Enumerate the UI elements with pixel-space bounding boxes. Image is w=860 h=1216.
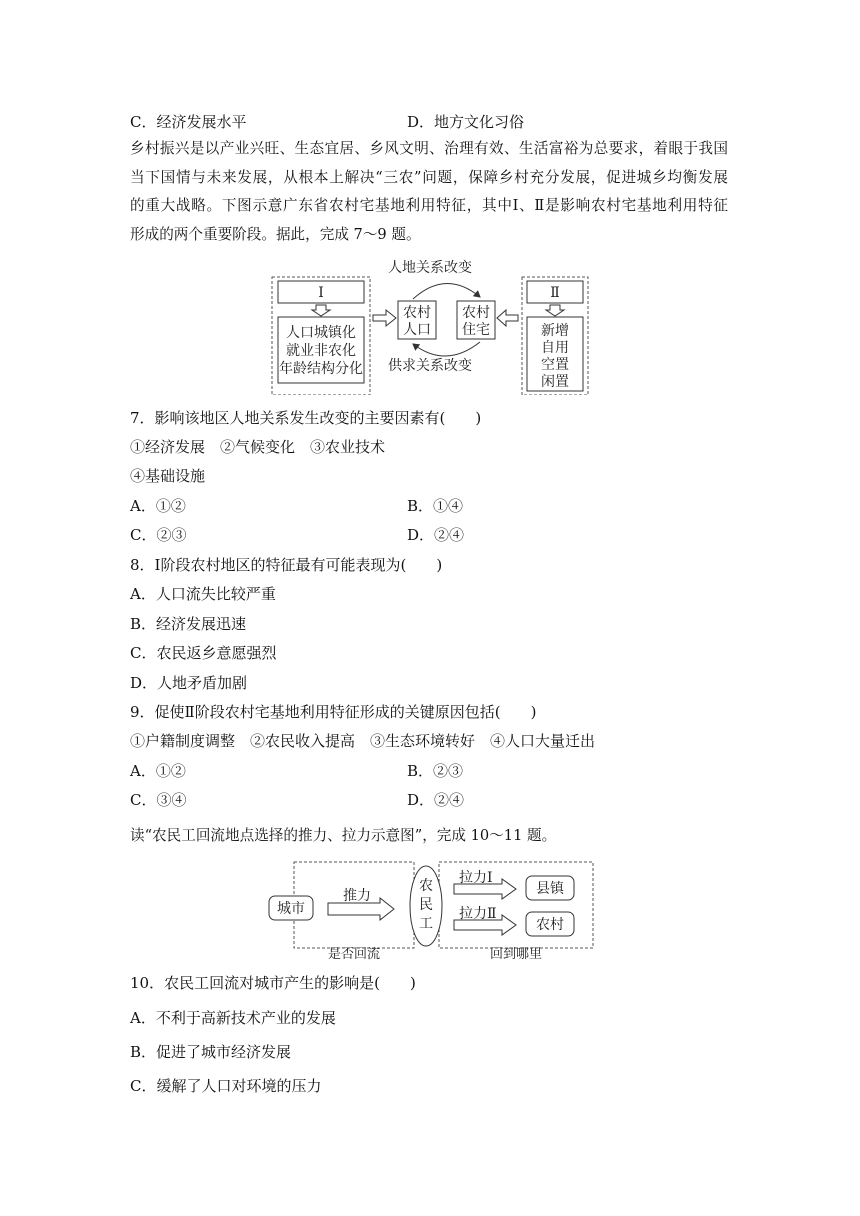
q8-option-a: A．人口流失比较严重 bbox=[130, 585, 276, 603]
rural-housing-text: 农村 bbox=[462, 305, 490, 321]
question-7: 7．影响该地区人地关系发生改变的主要因素有( ) bbox=[130, 409, 482, 427]
rural-population-text: 人口 bbox=[403, 322, 431, 338]
stage2-item: 新增 bbox=[541, 323, 569, 339]
intro-paragraph-line-3: 的重大战略。下图示意广东省农村宅基地利用特征，其中Ⅰ、Ⅱ是影响农村宅基地利用特征 bbox=[130, 197, 728, 214]
q9-option-d: D．②④ bbox=[407, 791, 465, 809]
bottom-label: 供求关系改变 bbox=[388, 358, 472, 374]
question-10: 10．农民工回流对城市产生的影响是( ) bbox=[130, 974, 416, 992]
q7-statements-2: ④基础设施 bbox=[130, 467, 206, 485]
intro-paragraph-2: 读“农民工回流地点选择的推力、拉力示意图”，完成 10～11 题。 bbox=[130, 827, 557, 844]
city-label: 城市 bbox=[277, 901, 305, 917]
stage1-item: 年龄结构分化 bbox=[279, 361, 363, 377]
stage1-item: 就业非农化 bbox=[286, 343, 356, 359]
q10-option-a: A．不利于高新技术产业的发展 bbox=[130, 1009, 336, 1027]
q7-option-c: C．②③ bbox=[130, 526, 187, 544]
village-label: 农村 bbox=[536, 917, 564, 933]
intro-paragraph-line-4: 形成的两个重要阶段。据此，完成 7～9 题。 bbox=[130, 226, 421, 243]
rural-population-text: 农村 bbox=[403, 305, 431, 321]
q9-option-b: B．②③ bbox=[407, 762, 464, 780]
q7-option-b: B．①④ bbox=[407, 497, 464, 515]
q8-option-b: B．经济发展迅速 bbox=[130, 615, 247, 633]
stage2-item: 闲置 bbox=[541, 374, 569, 390]
homestead-diagram bbox=[268, 255, 593, 395]
q9-statements: ①户籍制度调整 ②农民收入提高 ③生态环境转好 ④人口大量迁出 bbox=[130, 732, 596, 750]
right-caption: 回到哪里 bbox=[489, 947, 543, 960]
intro-paragraph-line-1: 乡村振兴是以产业兴旺、生态宜居、乡风文明、治理有效、生活富裕为总要求，着眼于我国 bbox=[130, 140, 728, 157]
top-label: 人地关系改变 bbox=[388, 260, 472, 276]
q9-option-c: C．③④ bbox=[130, 791, 187, 809]
intro-paragraph-line-2: 当下国情与未来发展，从根本上解决“三农”问题，保障乡村充分发展，促进城乡均衡发展 bbox=[130, 169, 728, 186]
q6-option-d: D．地方文化习俗 bbox=[407, 113, 525, 131]
workers-text: 工 bbox=[419, 916, 433, 932]
workers-text: 民 bbox=[419, 897, 433, 913]
pull-2-label: 拉力Ⅱ bbox=[459, 906, 497, 922]
question-8: 8．Ⅰ阶段农村地区的特征最有可能表现为( ) bbox=[130, 556, 443, 574]
stage1-label: Ⅰ bbox=[318, 285, 324, 301]
pull-1-label: 拉力Ⅰ bbox=[459, 870, 493, 886]
push-label: 推力 bbox=[343, 888, 371, 904]
workers-text: 农 bbox=[419, 878, 433, 894]
q8-option-c: C．农民返乡意愿强烈 bbox=[130, 644, 277, 662]
stage2-item: 空置 bbox=[541, 357, 569, 373]
q10-option-b: B．促进了城市经济发展 bbox=[130, 1043, 292, 1061]
q7-option-d: D．②④ bbox=[407, 526, 465, 544]
stage1-item: 人口城镇化 bbox=[286, 325, 356, 341]
question-9: 9．促使Ⅱ阶段农村宅基地利用特征形成的关键原因包括( ) bbox=[130, 703, 537, 721]
q7-statements-1: ①经济发展 ②气候变化 ③农业技术 bbox=[130, 438, 386, 456]
left-arrow-icon bbox=[497, 310, 518, 326]
q6-option-c: C．经济发展水平 bbox=[130, 113, 247, 131]
town-label: 县镇 bbox=[536, 881, 564, 897]
right-arrow-icon bbox=[373, 310, 396, 326]
q10-option-c: C．缓解了人口对环境的压力 bbox=[130, 1077, 322, 1095]
cycle-arrow-icon bbox=[413, 342, 480, 356]
q8-option-d: D．人地矛盾加剧 bbox=[130, 674, 248, 692]
migrant-worker-diagram bbox=[264, 856, 598, 960]
cycle-arrow-icon bbox=[413, 283, 480, 299]
q7-option-a: A．①② bbox=[130, 497, 186, 515]
rural-housing-text: 住宅 bbox=[462, 322, 490, 338]
left-caption: 是否回流 bbox=[327, 947, 381, 960]
stage2-item: 自用 bbox=[541, 340, 569, 356]
stage1-down-arrow-icon bbox=[312, 305, 330, 316]
stage2-label: Ⅱ bbox=[550, 285, 560, 301]
stage2-down-arrow-icon bbox=[546, 305, 564, 316]
q9-option-a: A．①② bbox=[130, 762, 186, 780]
